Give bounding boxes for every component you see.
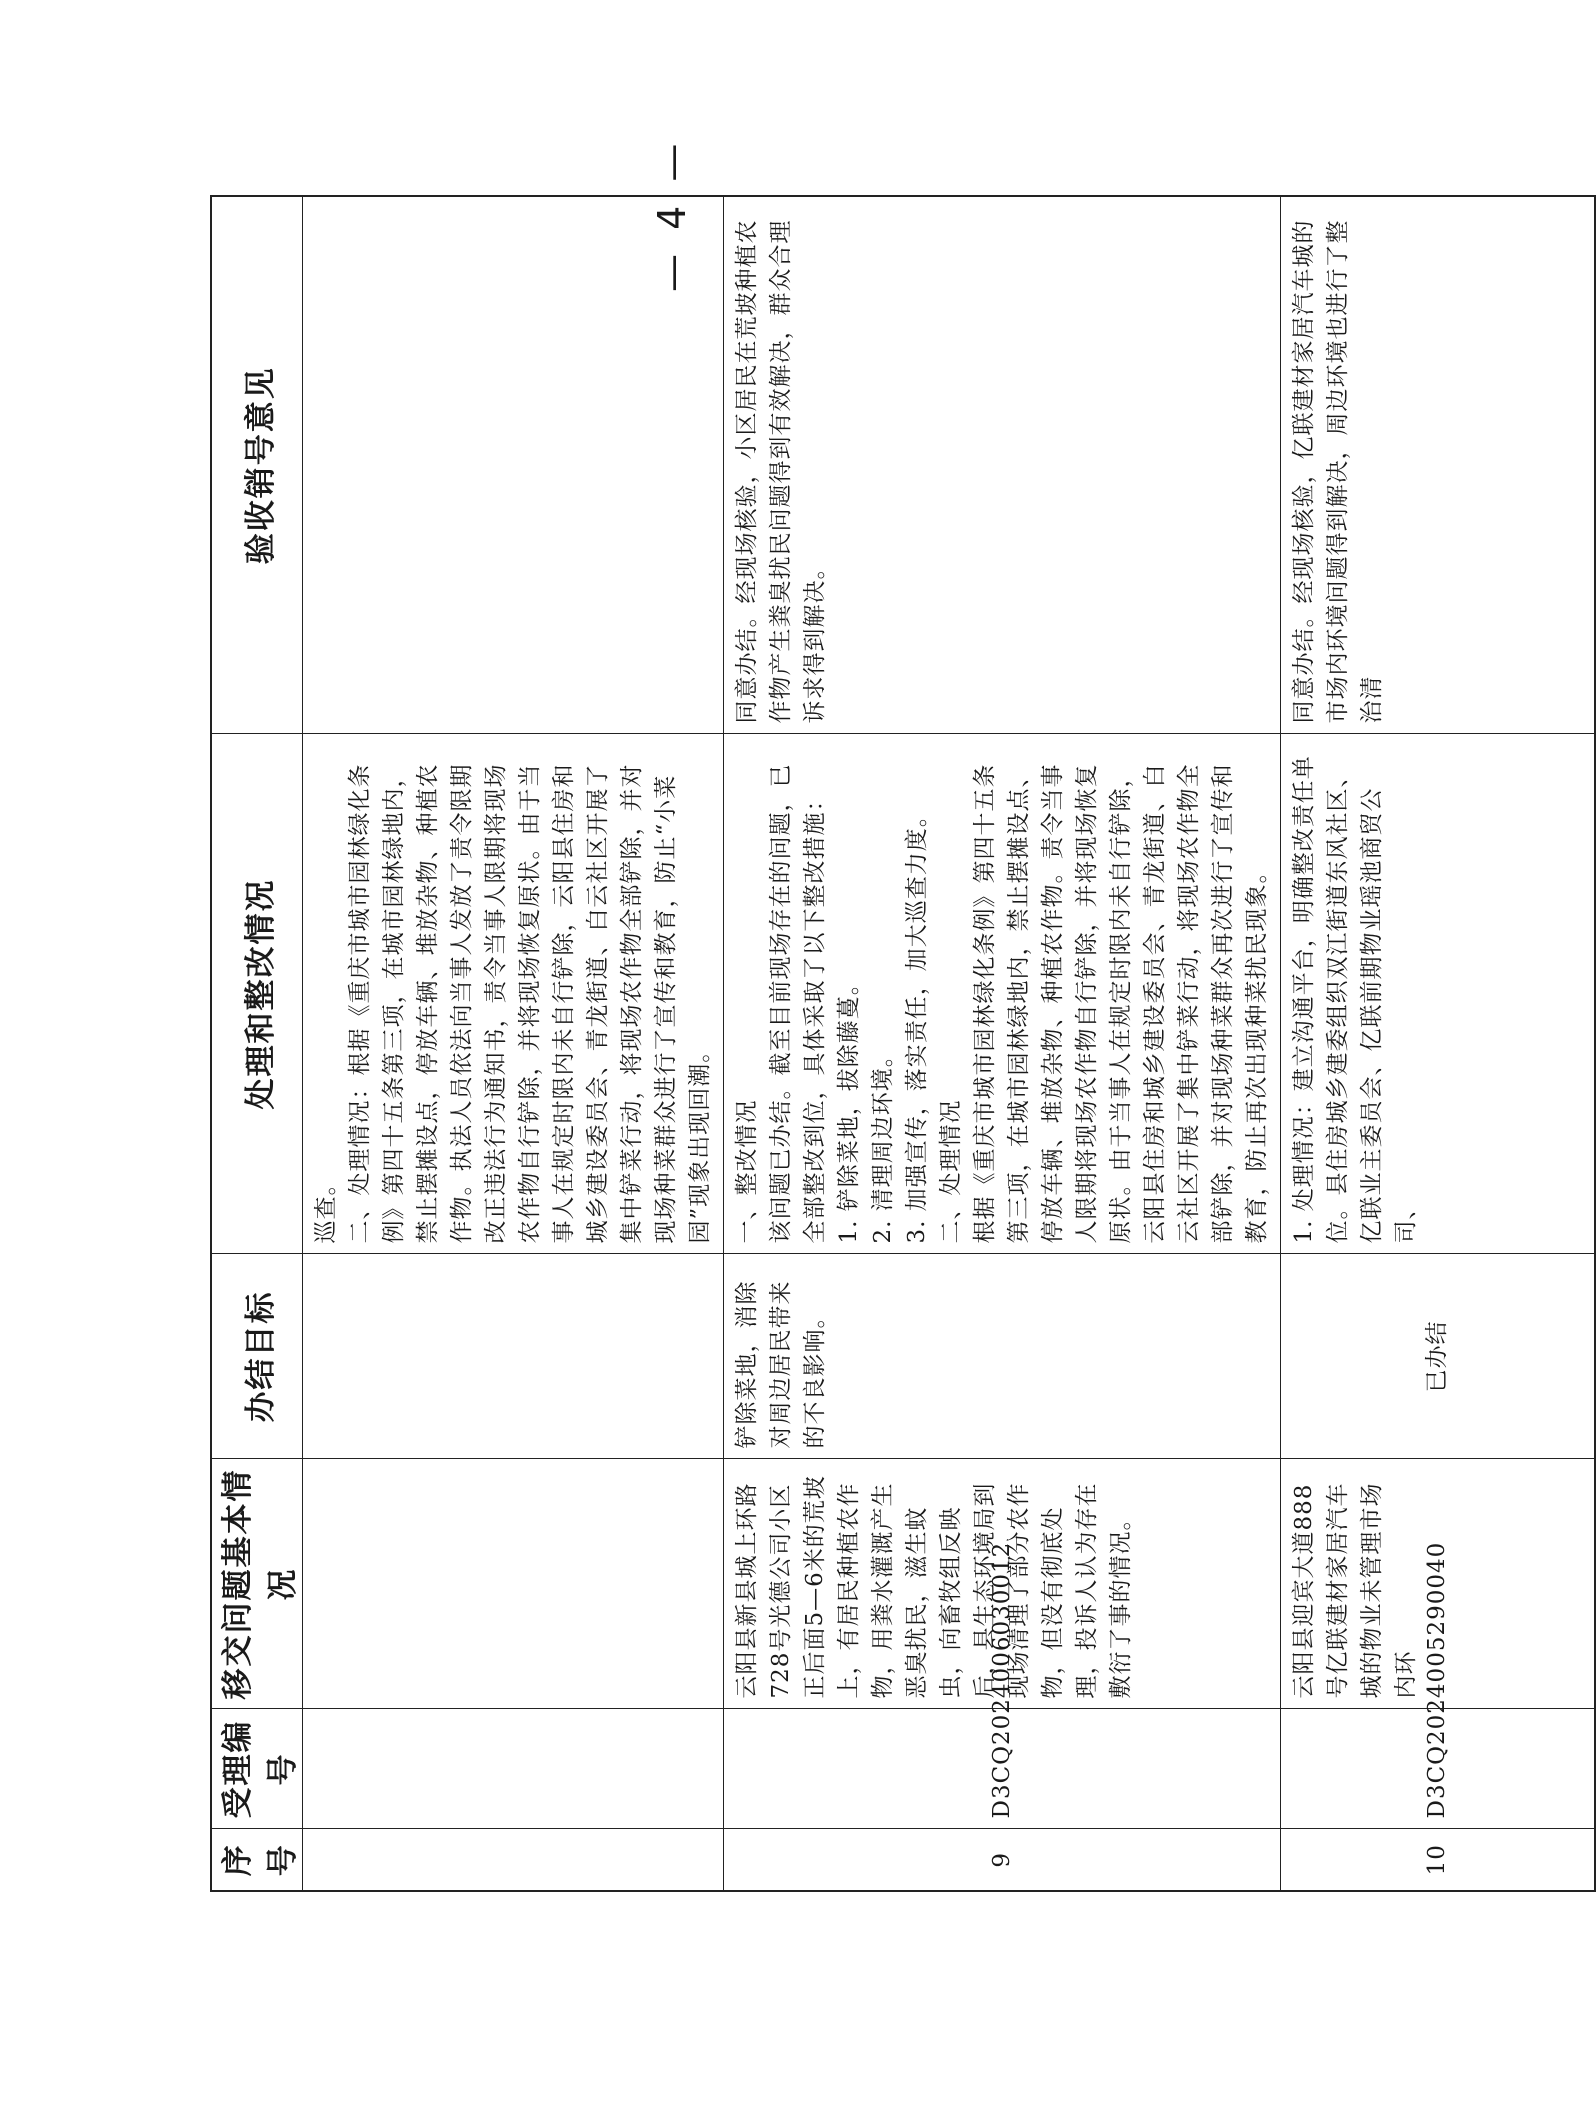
row9-no: 9 [724,1829,1281,1891]
table-row-9 [724,196,1281,1891]
header-no: 序号 [211,1829,303,1891]
header-handling: 处理和整改情况 [211,734,303,1254]
table-row-continued [303,196,724,1891]
row10-handling: 1. 处理情况：建立沟通平台，明确整改责任单位。县住房城乡建委组织双江街道东风社区、亿联业主委员会、亿联前期物业瑶池商贸公司、 [1281,734,1595,1254]
row10-goal: 已办结 [1281,1254,1595,1459]
row9-problem: 云阳县新县城上环路728号光德公司小区正后面5—6米的荒坡上，有居民种植农作物，用粪水灌溉产生恶臭扰民，滋生蚊虫，向畜牧组反映后，县生态环境局到现场清理了部分农作物，但没有彻底处理，投诉人认为存在敷衍了事的情况。 [724,1459,1281,1709]
row9-handling [724,734,1281,1254]
row9-goal: 铲除菜地，消除对周边居民带来的不良影响。 [724,1254,1281,1459]
cont-goal [303,1254,724,1459]
row10-code: D3CQ2024005290040 [1281,1709,1595,1829]
cont-handling [303,734,724,1254]
row10-no: 10 [1281,1829,1595,1891]
row10-problem: 云阳县迎宾大道888号亿联建材家居汽车城的物业未管理市场内环 [1281,1459,1595,1709]
header-goal: 办结目标 [211,1254,303,1459]
cont-no [303,1829,724,1891]
cont-code [303,1709,724,1829]
cont-handling-text: 巡查。 二、处理情况：根据《重庆市城市园林绿化条例》第四十五条第三项，在城市园林绿地内，禁止摆摊设点，停放车辆、堆放杂物、种植农作物。执法人员依法向当事人发放了责令限期改正违法行为通知书，责令当事人限期将现场农作物自行铲除，并将现场恢复原状。由于当事人在规定时限内未自行铲除，云阳县住房和城乡建设委员会、青龙街道、白云社区开展了集中铲菜行动，将现场农作物全部铲除，并对现场种菜群众进行了宣传和教育，防止“小菜园”现象出现回潮。 [313,763,713,1244]
page-number: — 4 — [650,137,694,292]
header-problem: 移交问题基本情况 [211,1459,303,1709]
header-code: 受理编号 [211,1709,303,1829]
case-table [210,195,1596,1892]
header-opinion: 验收销号意见 [211,196,303,734]
header-row [211,196,303,1891]
table-row-10 [1281,196,1595,1891]
row9-code: D3CQ2024006030012 [724,1709,1281,1829]
row9-opinion: 同意办结。经现场核验，小区居民在荒坡种植农作物产生粪臭扰民问题得到有效解决，群众合理诉求得到解决。 [724,196,1281,734]
row10-opinion: 同意办结。经现场核验，亿联建材家居汽车城的市场内环境问题得到解决，周边环境也进行了整治清 [1281,196,1595,734]
row9-handling-text: 一、整改情况 该问题已办结。截至目前现场存在的问题，已全部整改到位，具体采取了以下整改措施： 1. 铲除菜地，拔除藤蔓。 2. 清理周边环境。 3. 加强宣传，落实责任，加大巡查力度。 二、处理情况 根据《重庆市城市园林绿化条例》第四十五条第三项，在城市园林绿地内，禁止摆摊设点、停放车辆、堆放杂物、种植农作物。责令当事人限期将现场农作物自行铲除，并将现场恢复原状。由于当事人在规定时限内未自行铲除，云阳县住房和城乡建设委员会、青龙街道、白云社区开展了集中铲菜行动，将现场农作物全部铲除，并对现场种菜群众再次进行了宣传和教育，防止再次出现种菜扰民现象。 [734,763,1270,1244]
cont-problem [303,1459,724,1709]
